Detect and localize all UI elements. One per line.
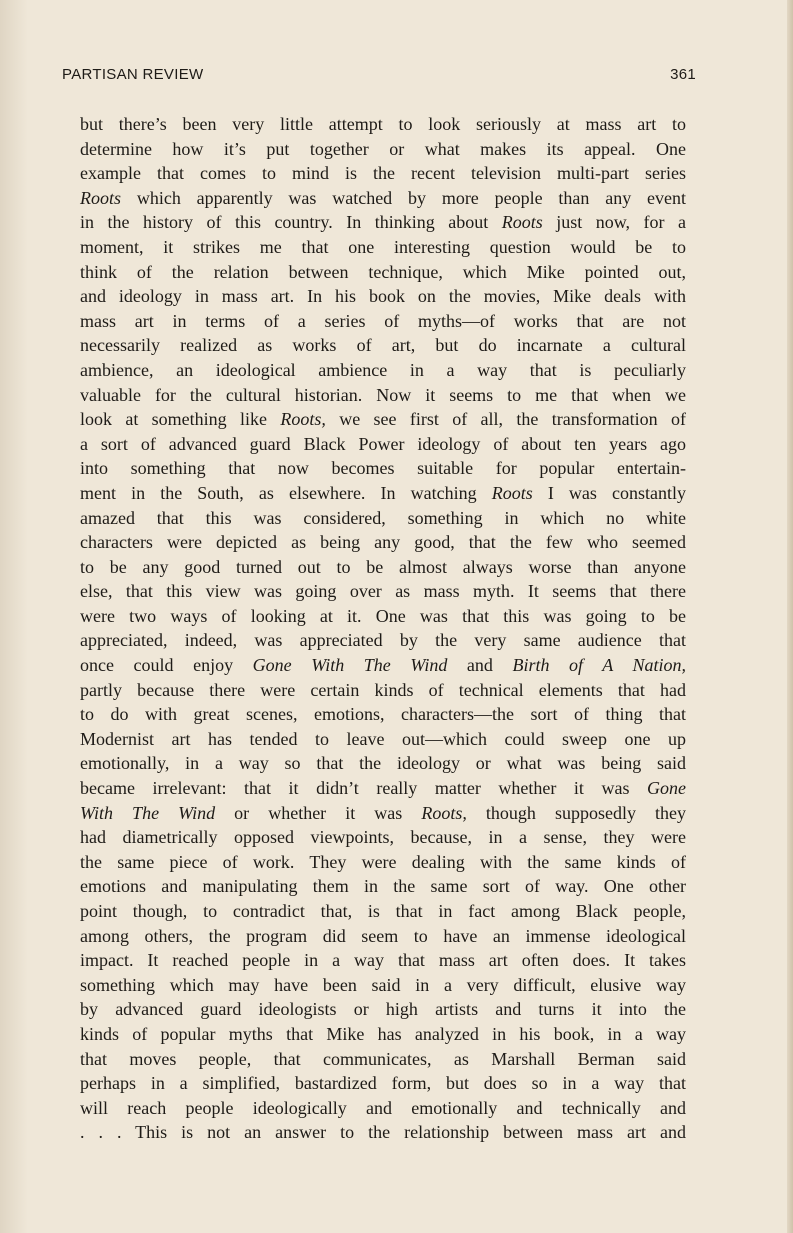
italic-title-text: Roots, [421, 802, 467, 823]
text-line [80, 161, 686, 186]
italic-title-text: Gone With The Wind [252, 655, 448, 676]
italic-title-text: Birth of A Nation, [512, 655, 687, 676]
line-text: think of the relation between technique, which Mike pointed out, [80, 261, 686, 282]
text-line [80, 850, 686, 875]
line-text: that moves people, that communicates, as Marshall Berman said [80, 1048, 686, 1069]
line-text: we see first of all, the transformation of [325, 409, 687, 430]
line-text: will reach people ideologically and emotionally and technically and [80, 1097, 686, 1118]
text-line [80, 137, 686, 162]
line-text: impact. It reached people in a way that mass art often does. It takes [80, 950, 686, 971]
line-text: valuable for the cultural historian. Now it seems to me that when we [80, 384, 686, 405]
text-line [80, 260, 686, 285]
text-line [80, 333, 686, 358]
text-line [80, 112, 686, 137]
line-text: necessarily realized as works of art, but do incarnate a cultural [80, 335, 686, 356]
italic-title-text: Roots, [280, 409, 326, 430]
text-line [80, 899, 686, 924]
text-line [80, 801, 686, 826]
text-line [80, 579, 686, 604]
line-text: just now, for a [542, 212, 686, 233]
page-number: 361 [670, 66, 696, 83]
text-line [80, 1096, 686, 1121]
text-line [80, 235, 686, 260]
text-line [80, 1047, 686, 1072]
line-text: something which may have been said in a very difficult, elusive way [80, 974, 686, 995]
text-line [80, 653, 686, 678]
line-text: a sort of advanced guard Black Power ideology of about ten years ago [80, 433, 686, 454]
text-line [80, 997, 686, 1022]
text-line [80, 407, 686, 432]
italic-title-text: With The Wind [80, 802, 216, 823]
text-line [80, 604, 686, 629]
text-line [80, 825, 686, 850]
line-text: point though, to contradict that, is that in fact among Black people, [80, 901, 686, 921]
line-text: which apparently was watched by more people than any event [121, 187, 686, 208]
line-text: by advanced guard ideologists or high artists and turns it into the [80, 999, 686, 1020]
text-line [80, 727, 686, 752]
line-text: appreciated, indeed, was appreciated by the very same audience that [80, 630, 686, 651]
text-line [80, 1071, 686, 1096]
line-text: ambience, an ideological ambience in a way that is peculiarly [80, 359, 686, 380]
line-text: became irrelevant: that it didn’t really matter whether it was [80, 778, 647, 799]
line-text: else, that this view was going over as mass myth. It seems that there [80, 581, 686, 602]
line-text: moment, it strikes me that one interesting question would be to [80, 236, 686, 257]
text-line [80, 358, 686, 383]
line-text: Modernist art has tended to leave out—which could sweep one up [80, 728, 686, 749]
text-line [80, 751, 686, 776]
line-text: were two ways of looking at it. One was that this was going to be [80, 605, 686, 626]
line-text: emotions and manipulating them in the same sort of way. One other [80, 876, 686, 897]
line-text: and [447, 655, 513, 676]
line-text: ment in the South, as elsewhere. In watching [80, 482, 492, 503]
line-text: I was constantly [532, 482, 686, 503]
line-text: partly because there were certain kinds of technical elements that had [80, 679, 686, 700]
line-text: amazed that this was considered, something in which no white [80, 507, 686, 528]
line-text: perhaps in a simplified, bastardized form, but does so in a way that [80, 1073, 686, 1094]
text-line [80, 874, 686, 899]
line-text: example that comes to mind is the recent television multi-part series [80, 163, 686, 184]
text-line [80, 530, 686, 555]
text-line [80, 383, 686, 408]
line-text: to be any good turned out to be almost always worse than anyone [80, 556, 686, 577]
text-line [80, 555, 686, 580]
line-text: among others, the program did seem to have an immense ideological [80, 925, 686, 946]
line-text: or whether it was [215, 802, 422, 823]
text-line [80, 481, 686, 506]
line-text: and ideology in mass art. In his book on the movies, Mike deals with [80, 286, 686, 307]
text-line [80, 924, 686, 949]
journal-title: PARTISAN REVIEW [62, 66, 204, 83]
line-text: determine how it’s put together or what makes its appeal. One [80, 138, 686, 159]
line-text: kinds of popular myths that Mike has analyzed in his book, in a way [80, 1023, 686, 1044]
line-text: characters were depicted as being any good, that the few who seemed [80, 532, 686, 553]
italic-title-text: Roots [491, 482, 533, 503]
line-text: in the history of this country. In thinking about [80, 212, 502, 233]
line-text: once could enjoy [80, 655, 253, 676]
text-line [80, 186, 686, 211]
text-line [80, 628, 686, 653]
text-line [80, 678, 686, 703]
text-line [80, 1022, 686, 1047]
italic-title-text: Roots [501, 212, 543, 233]
body-text [80, 112, 686, 1145]
line-text: though supposedly they [466, 802, 686, 823]
text-line [80, 210, 686, 235]
text-line [80, 1120, 686, 1145]
line-text: but there’s been very little attempt to look seriously at mass art to [80, 114, 686, 134]
text-line [80, 456, 686, 481]
line-text: emotionally, in a way so that the ideology or what was being said [80, 753, 686, 774]
text-line [80, 702, 686, 727]
line-text: the same piece of work. They were dealing with the same kinds of [80, 851, 686, 872]
text-line [80, 776, 686, 801]
text-line [80, 432, 686, 457]
line-text: into something that now becomes suitable for popular entertain- [80, 458, 686, 479]
italic-title-text: Roots [80, 187, 122, 208]
line-text: look at something like [80, 409, 281, 430]
line-text: to do with great scenes, emotions, characters—the sort of thing that [80, 704, 686, 725]
text-line [80, 506, 686, 531]
text-line [80, 309, 686, 334]
text-line [80, 973, 686, 998]
line-text: had diametrically opposed viewpoints, because, in a sense, they were [80, 827, 686, 848]
running-head [62, 66, 696, 88]
text-line [80, 948, 686, 973]
italic-title-text: Gone [647, 778, 686, 799]
line-text: . . . This is not an answer to the relationship between mass art and [80, 1122, 686, 1143]
page-edge [787, 0, 793, 1233]
line-text: mass art in terms of a series of myths—of works that are not [80, 310, 686, 331]
text-line [80, 284, 686, 309]
